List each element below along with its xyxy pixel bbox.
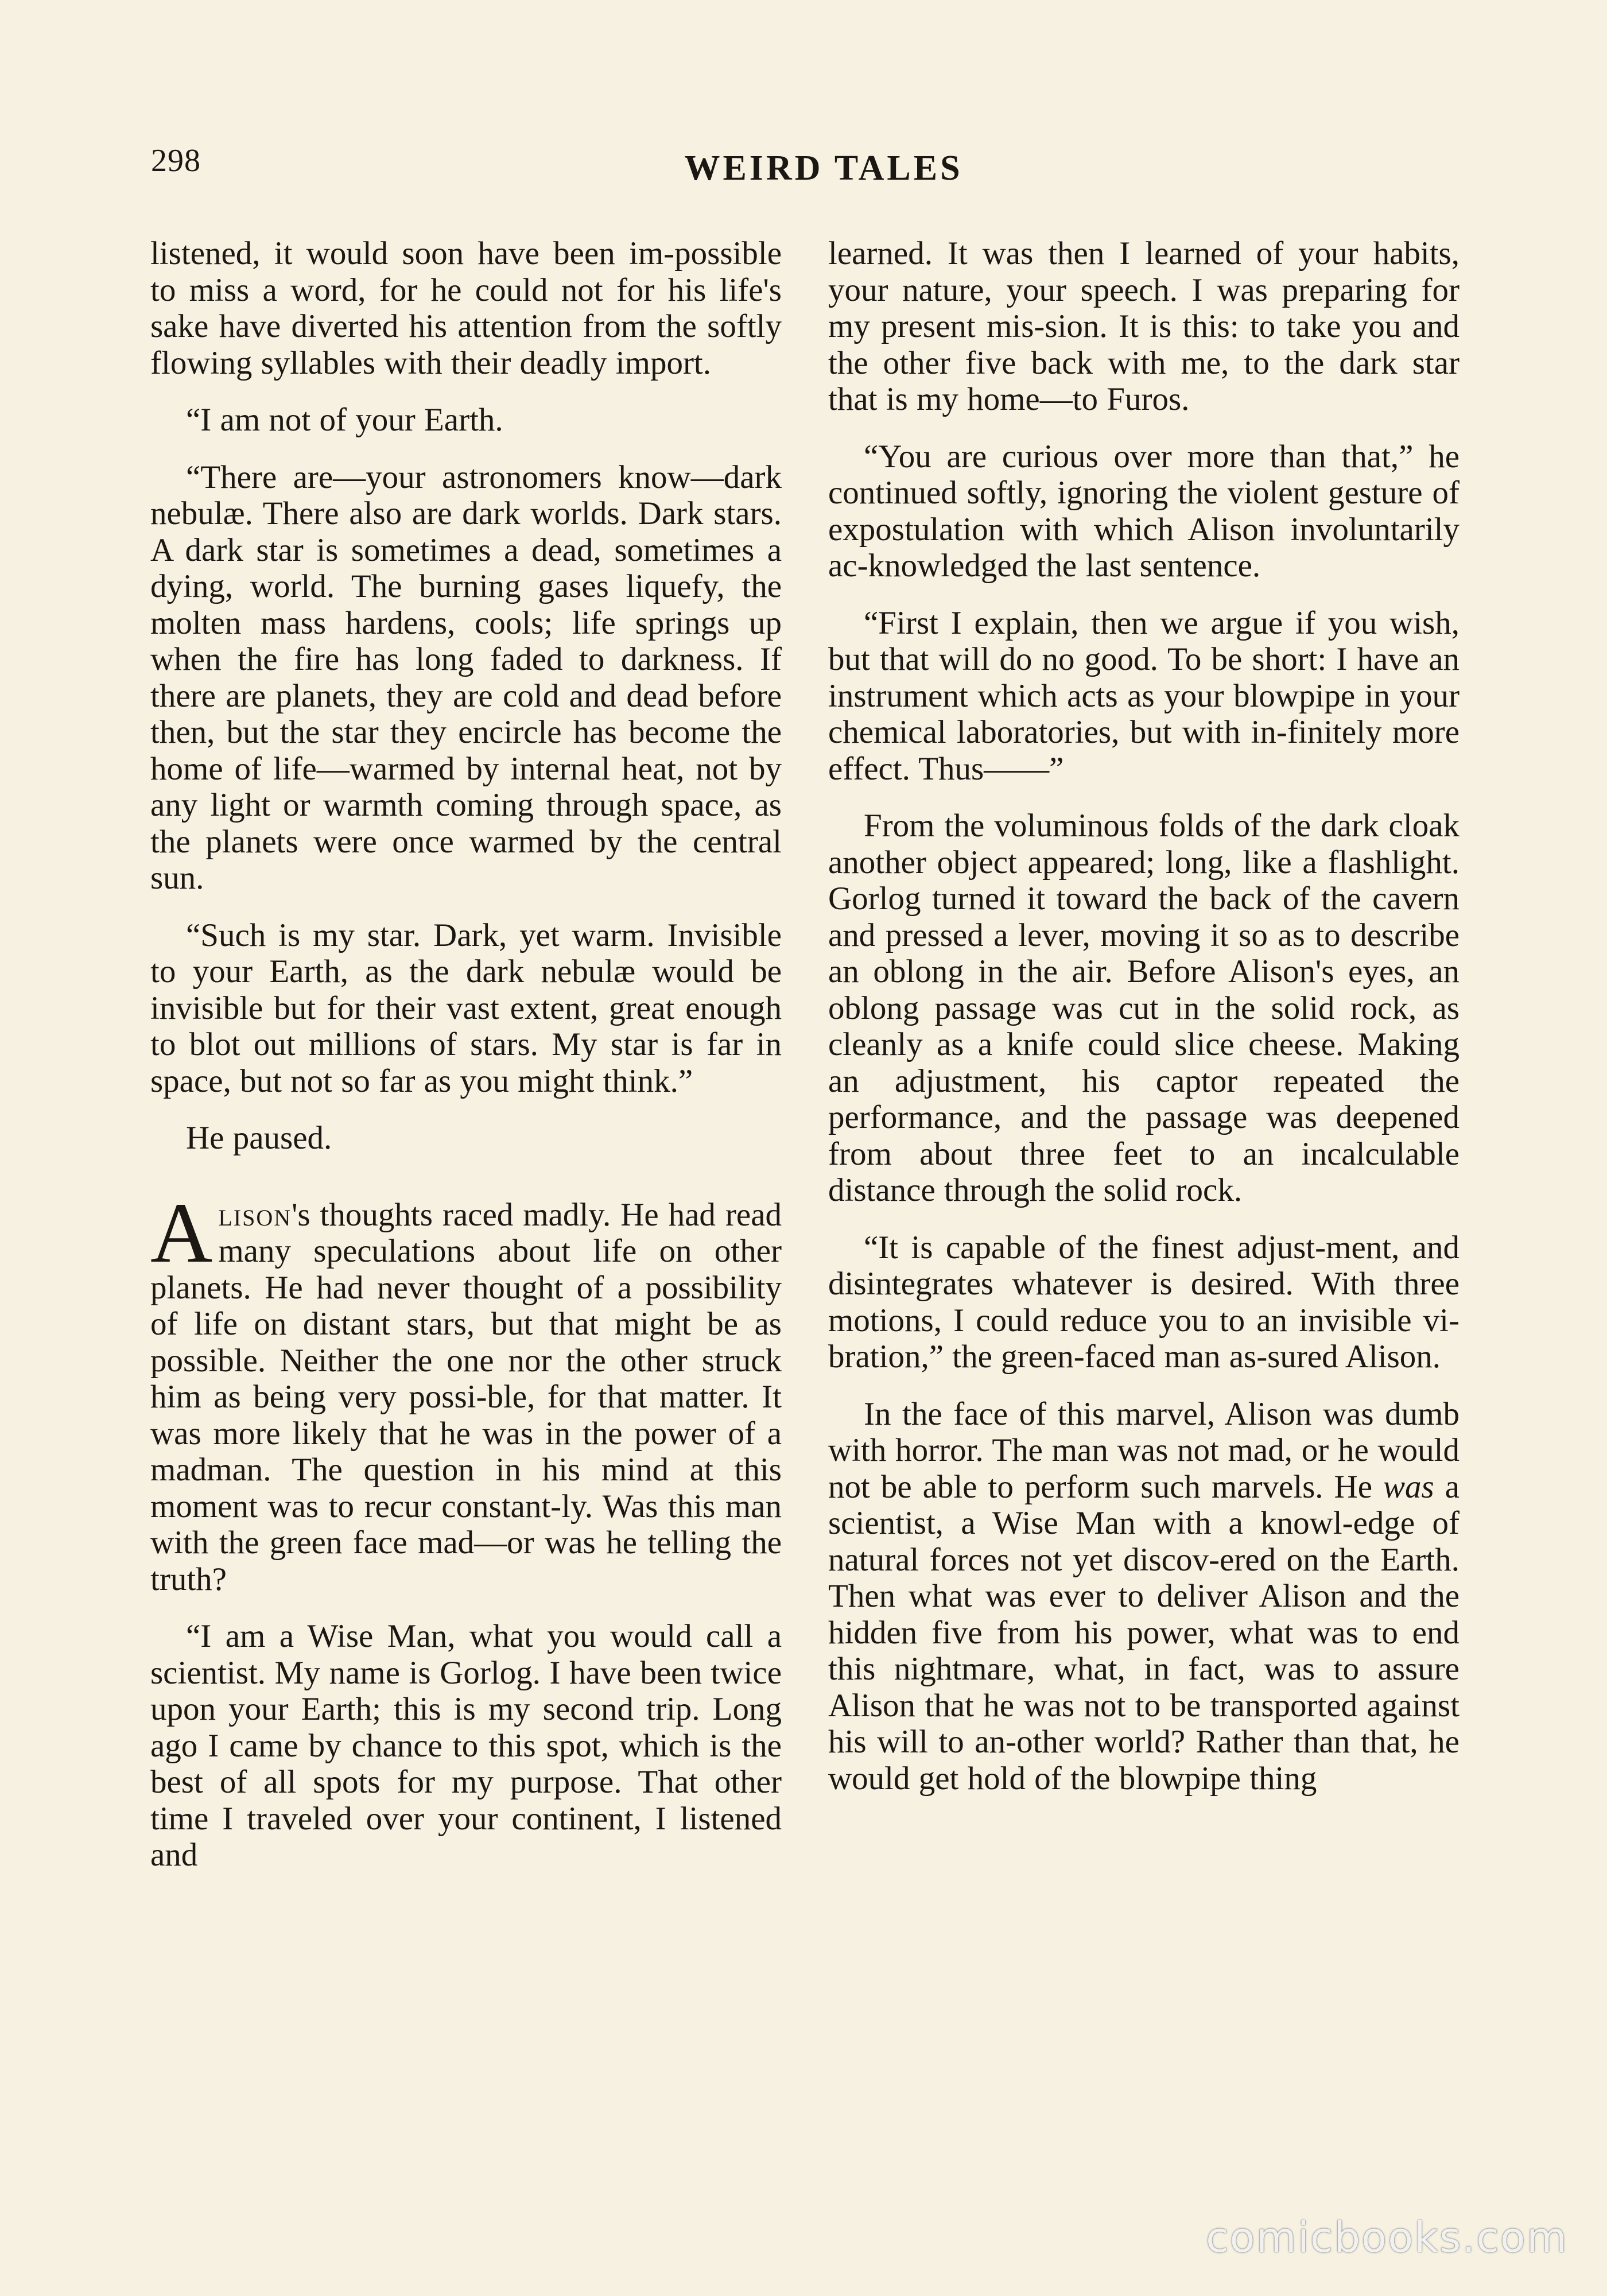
page-number: 298: [151, 143, 201, 179]
paragraph: listened, it would soon have been im-possible to miss a word, for he could not for his life's sake have diverted his attention from the softly flowing syllables with their deadly import.: [150, 235, 782, 381]
watermark-logo: comicbooks.com: [1205, 2213, 1568, 2262]
paragraph: “You are curious over more than that,” he continued softly, ignoring the violent gesture of expostulation with which Alison involuntarily ac-knowledged the last sentence.: [828, 438, 1460, 584]
paragraph: He paused.: [186, 1120, 332, 1156]
paragraph: From the voluminous folds of the dark cloak another object appeared; long, like a flashlight. Gorlog turned it toward the back of the cavern and pressed a lever, moving it so as to describe an oblong in the air. Before Alison's eyes, an oblong passage was cut in the solid rock, as cleanly as a knife could slice cheese. Making an adjustment, his captor repeated the performance, and the passage was deepened from about three feet to an incalculable distance through the solid rock.: [828, 808, 1460, 1208]
paragraph-part: In the face of this marvel, Alison was dumb with horror. The man was not mad, or he would not be able to perform such marvels. He: [828, 1395, 1460, 1505]
paragraph: learned. It was then I learned of your habits, your nature, your speech. I was preparing for my present mis-sion. It is this: to take you and the other five back with me, to the dark star that is my home—to Furos.: [828, 235, 1460, 417]
paragraph: “I am a Wise Man, what you would call a scientist. My name is Gorlog. I have been twice upon your Earth; this is my second trip. Long ago I came by chance to this spot, which is the best of all spots for my purpose. That other time I traveled over your continent, I listened and: [150, 1618, 782, 1873]
paragraph: “I am not of your Earth.: [186, 402, 503, 438]
paragraph-part: a scientist, a Wise Man with a knowl-edge of natural forces not yet discov-ered on the Earth. Then what was ever to deliver Alison and the hidden five from his power, what was to end this nightmare, what, in fact, was to assure Alison that he was not to be transported against his will to an-other world? Rather than that, he would get hold of the blowpipe thing: [828, 1468, 1460, 1797]
left-column: [150, 235, 782, 1874]
emphasis: was: [1383, 1468, 1434, 1505]
section-opening-paragraph: [150, 1185, 782, 1598]
paragraph: “There are—your astronomers know—dark nebulæ. There also are dark worlds. Dark stars. A dark star is sometimes a dead, sometimes a dying, world. The burning gases liquefy, the molten mass hardens, cools; life springs up when the fire has long faded to darkness. If there are planets, they are cold and dead before then, but the star they encircle has become the home of life—warmed by internal heat, not by any light or warmth coming through space, as the planets were once warmed by the central sun.: [150, 459, 782, 896]
right-column: [828, 235, 1460, 1797]
paragraph: [828, 1396, 1460, 1797]
drop-cap: A: [150, 1185, 213, 1281]
paragraph-rest: 's thoughts raced madly. He had read many speculations about life on other planets. He had never thought of a possibility of life on distant stars, but that might be as possible. Neither the one nor the other struck him as being very possi-ble, for that matter. It was more likely that he was in the power of a madman. The question in his mind at this moment was to recur constant-ly. Was this man with the green face mad—or was he telling the truth?: [150, 1196, 782, 1597]
running-title: WEIRD TALES: [684, 149, 963, 188]
paragraph: “First I explain, then we argue if you wish, but that will do no good. To be short: I have an instrument which acts as your blowpipe in your chemical laboratories, but with in-finitely more effect. Thus——”: [828, 604, 1460, 787]
paragraph: “It is capable of the finest adjust-ment, and disintegrates whatever is desired. With three motions, I could reduce you to an invisible vi-bration,” the green-faced man as-sured Alison.: [828, 1229, 1460, 1375]
drop-cap-smallcaps: lison: [218, 1196, 292, 1233]
paragraph: “Such is my star. Dark, yet warm. Invisible to your Earth, as the dark nebulæ would be invisible but for their vast extent, great enough to blot out millions of stars. My star is far in space, but not so far as you might think.”: [150, 917, 782, 1099]
